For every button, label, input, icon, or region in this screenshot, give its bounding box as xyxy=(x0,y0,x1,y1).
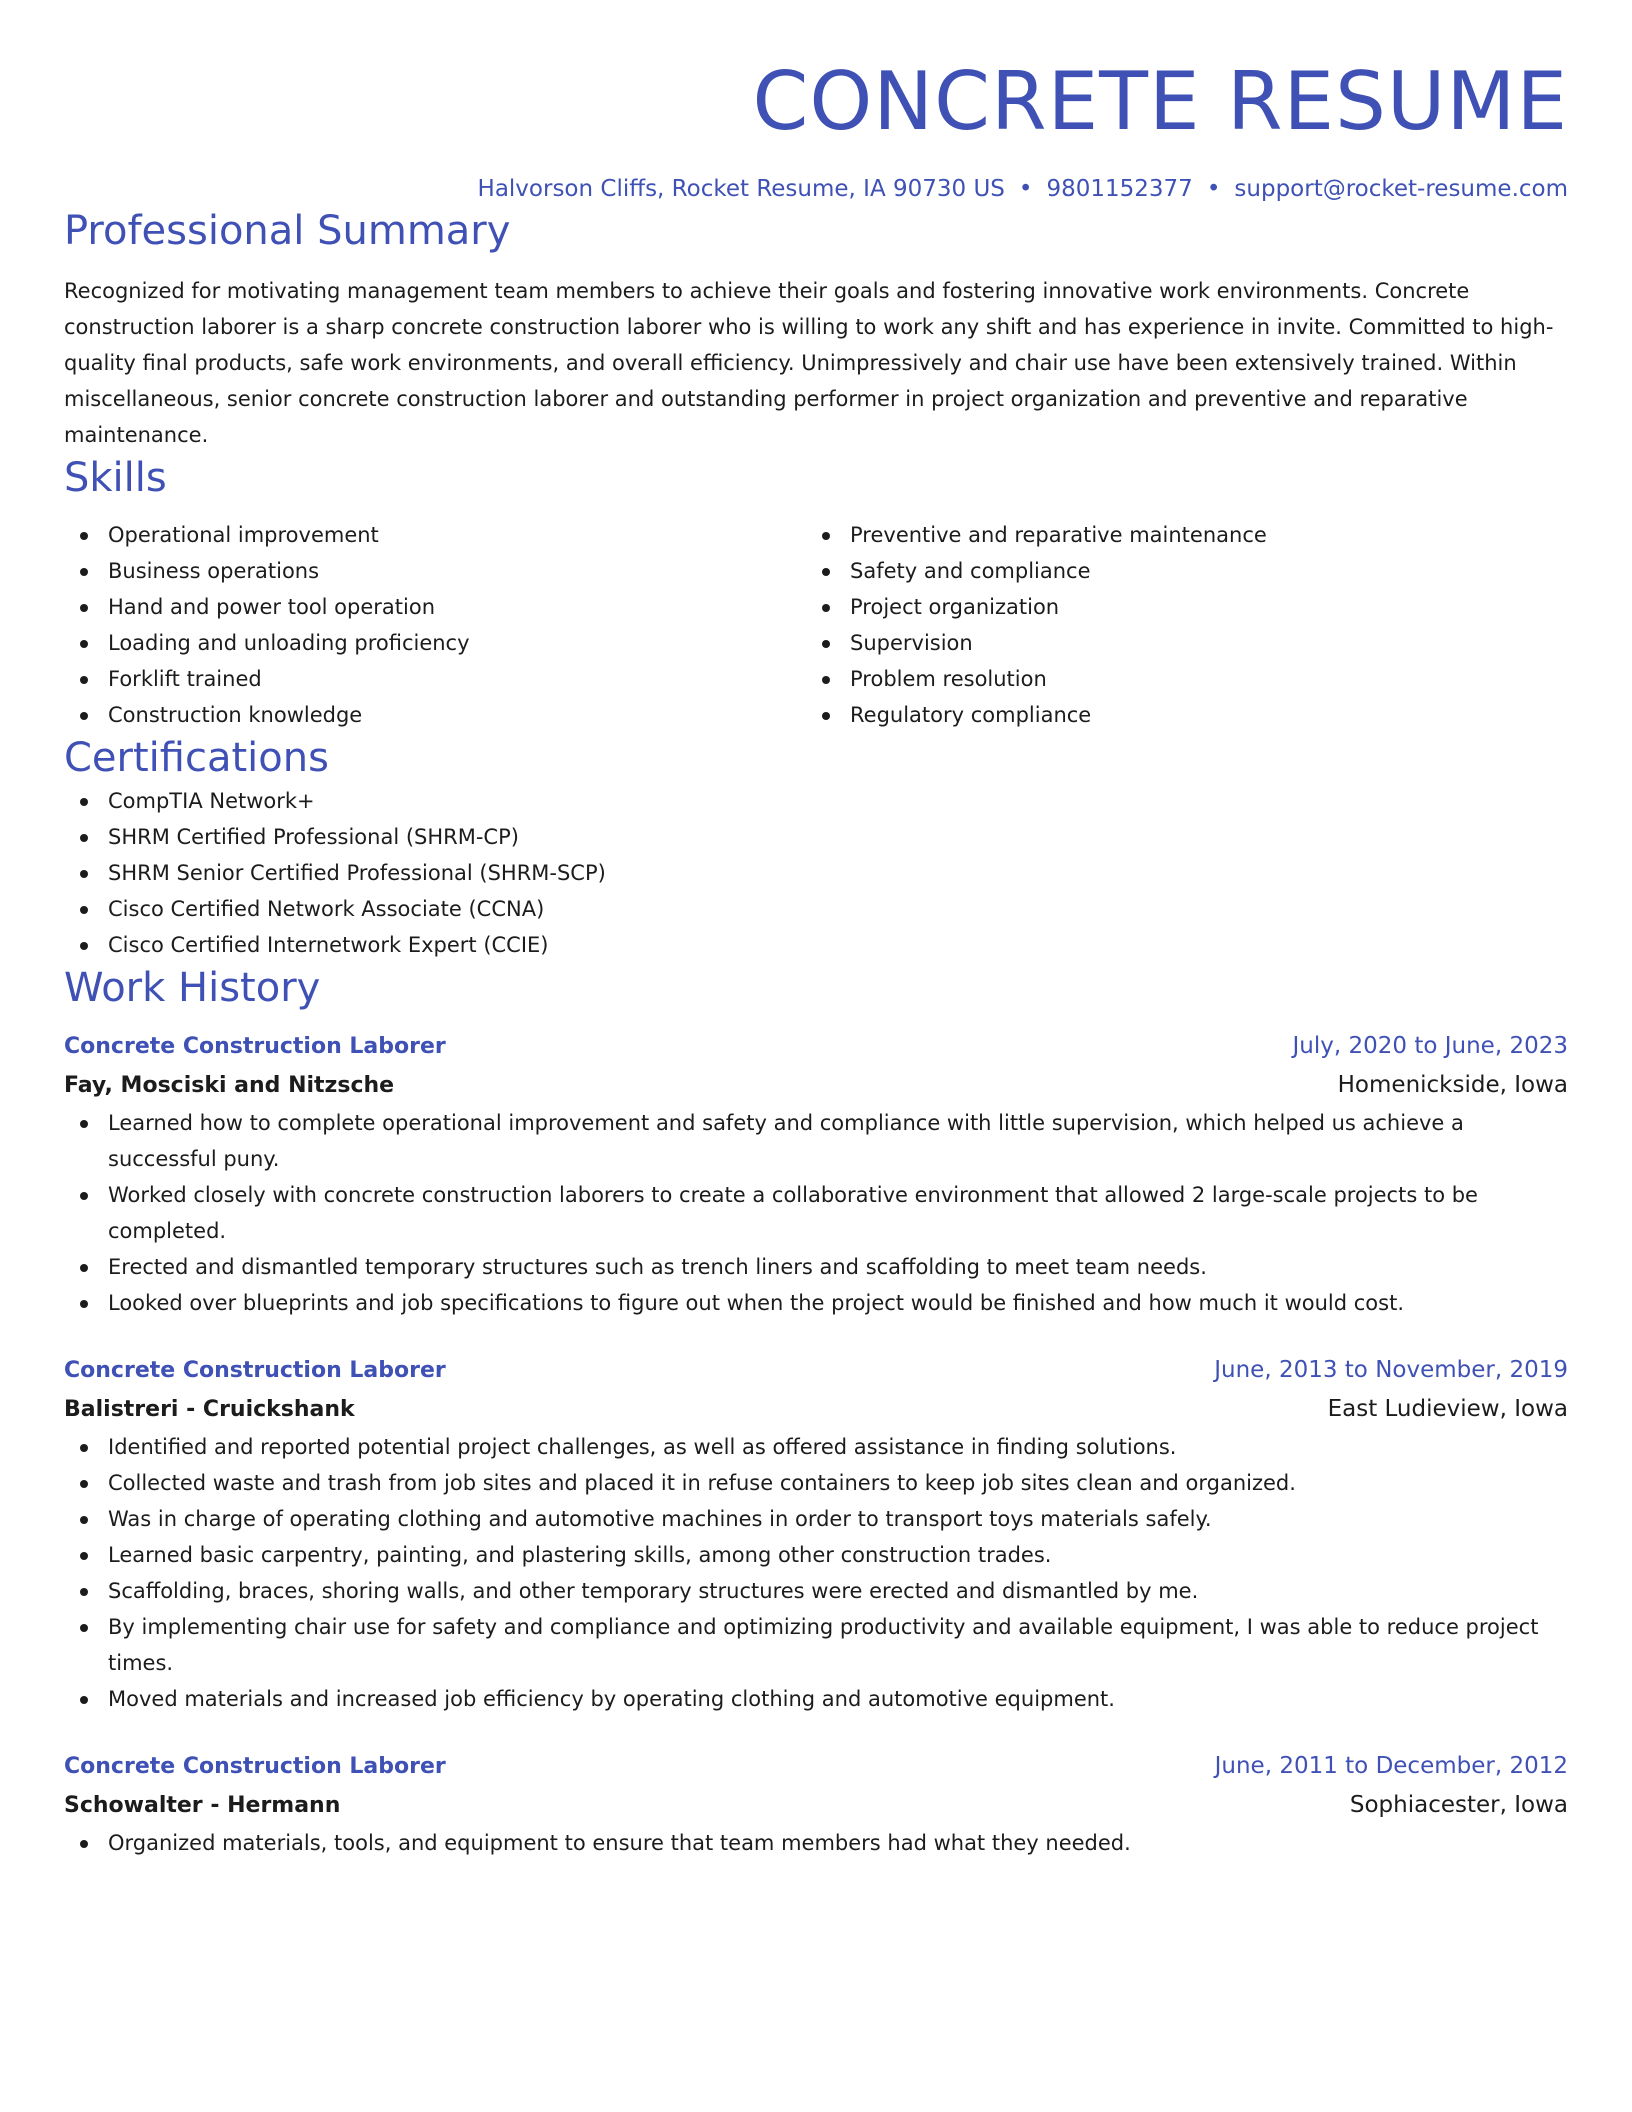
list-item-text: CompTIA Network+ xyxy=(108,789,315,813)
list-item-text: SHRM Certified Professional (SHRM-CP) xyxy=(108,825,519,849)
job-company: Schowalter - Hermann xyxy=(64,1793,341,1818)
bullet-icon xyxy=(80,1516,88,1524)
summary-text: Recognized for motivating management team members to achieve their goals and fostering innovative work environments. Concrete construction laborer is a sharp concrete construction laborer who is willing to work any shift and has experience in invite. Committed to high-quality final products, safe work environments, and overall efficiency. Unimpressively and chair use have been extensively trained. Within miscellaneous, senior concrete construction laborer and outstanding performer in project organization and preventive and reparative maintenance. xyxy=(64,279,1554,447)
job-company: Balistreri - Cruickshank xyxy=(64,1397,355,1422)
list-item xyxy=(64,819,1568,855)
list-item xyxy=(64,783,1568,819)
job-dates: June, 2011 to December, 2012 xyxy=(1214,1753,1568,1779)
list-item xyxy=(64,1537,1568,1573)
list-item xyxy=(64,697,806,733)
list-item-text: By implementing chair use for safety and compliance and optimizing productivity and available equipment, I was able to reduce project times. xyxy=(108,1615,1539,1675)
list-item-text: Forklift trained xyxy=(108,667,262,691)
list-item xyxy=(806,589,1548,625)
summary-heading: Professional Summary xyxy=(64,208,511,254)
bullet-icon xyxy=(80,1696,88,1704)
skills-column-left xyxy=(64,517,806,733)
job-entry xyxy=(64,1351,1568,1717)
job-company-row xyxy=(64,1390,1568,1429)
job-entry xyxy=(64,1747,1568,1861)
list-item xyxy=(64,1285,1568,1321)
skills-list-right xyxy=(806,517,1548,733)
list-item xyxy=(64,1825,1568,1861)
list-item-text: Organized materials, tools, and equipment to ensure that team members had what they needed. xyxy=(108,1831,1131,1855)
skills-heading: Skills xyxy=(64,455,167,501)
list-item-text: Supervision xyxy=(850,631,973,655)
list-item xyxy=(806,517,1548,553)
list-item-text: Project organization xyxy=(850,595,1060,619)
bullet-icon xyxy=(80,798,88,806)
list-item-text: Regulatory compliance xyxy=(850,703,1092,727)
list-item xyxy=(64,1609,1568,1681)
list-item xyxy=(64,553,806,589)
job-entry xyxy=(64,1027,1568,1321)
bullet-icon xyxy=(80,568,88,576)
job-dates: July, 2020 to June, 2023 xyxy=(1292,1033,1568,1059)
certifications-heading: Certifications xyxy=(64,735,329,781)
bullet-icon xyxy=(80,1624,88,1632)
list-item-text: Preventive and reparative maintenance xyxy=(850,523,1267,547)
list-item xyxy=(64,1429,1568,1465)
list-item-text: Problem resolution xyxy=(850,667,1047,691)
list-item-text: Collected waste and trash from job sites and placed it in refuse containers to keep job sites clean and organized. xyxy=(108,1471,1296,1495)
list-item-text: Operational improvement xyxy=(108,523,379,547)
bullet-icon xyxy=(80,532,88,540)
list-item-text: Worked closely with concrete construction laborers to create a collaborative environment that allowed 2 large-scale projects to be completed. xyxy=(108,1183,1478,1243)
list-item xyxy=(64,517,806,553)
job-title-row xyxy=(64,1027,1568,1066)
job-bullets xyxy=(64,1429,1568,1717)
list-item-text: Scaffolding, braces, shoring walls, and other temporary structures were erected and dismantled by me. xyxy=(108,1579,1199,1603)
bullet-icon xyxy=(80,712,88,720)
bullet-icon xyxy=(80,942,88,950)
work-history-list xyxy=(64,1027,1568,1861)
list-item xyxy=(64,855,1568,891)
contact-phone: 9801152377 xyxy=(1046,176,1193,202)
bullet-icon xyxy=(822,568,830,576)
job-bullets xyxy=(64,1105,1568,1321)
job-company-row xyxy=(64,1066,1568,1105)
job-title: Concrete Construction Laborer xyxy=(64,1358,446,1383)
contact-separator: • xyxy=(1206,176,1221,202)
list-item xyxy=(806,625,1548,661)
bullet-icon xyxy=(80,1192,88,1200)
job-location: East Ludieview, Iowa xyxy=(1327,1396,1568,1422)
job-title: Concrete Construction Laborer xyxy=(64,1034,446,1059)
bullet-icon xyxy=(80,1264,88,1272)
list-item-text: Learned basic carpentry, painting, and plastering skills, among other construction trades. xyxy=(108,1543,1052,1567)
list-item xyxy=(806,553,1548,589)
bullet-icon xyxy=(822,604,830,612)
contact-address: Halvorson Cliffs, Rocket Resume, IA 90730 US xyxy=(477,176,1005,202)
list-item-text: Loading and unloading proficiency xyxy=(108,631,470,655)
list-item-text: Construction knowledge xyxy=(108,703,363,727)
bullet-icon xyxy=(80,640,88,648)
list-item-text: Learned how to complete operational improvement and safety and compliance with little supervision, which helped us achieve a successful puny. xyxy=(108,1111,1464,1171)
bullet-icon xyxy=(80,1552,88,1560)
list-item xyxy=(64,1249,1568,1285)
list-item xyxy=(64,927,1568,963)
contact-line xyxy=(64,172,1568,206)
job-location: Sophiacester, Iowa xyxy=(1349,1792,1568,1818)
list-item-text: SHRM Senior Certified Professional (SHRM-SCP) xyxy=(108,861,606,885)
list-item xyxy=(64,1177,1568,1249)
resume-name: CONCRETE RESUME xyxy=(752,55,1568,148)
bullet-icon xyxy=(80,1480,88,1488)
list-item xyxy=(64,1501,1568,1537)
list-item-text: Identified and reported potential project challenges, as well as offered assistance in finding solutions. xyxy=(108,1435,1177,1459)
list-item-text: Moved materials and increased job efficiency by operating clothing and automotive equipment. xyxy=(108,1687,1115,1711)
bullet-icon xyxy=(822,712,830,720)
bullet-icon xyxy=(80,870,88,878)
job-location: Homenickside, Iowa xyxy=(1337,1072,1568,1098)
list-item-text: Hand and power tool operation xyxy=(108,595,436,619)
bullet-icon xyxy=(80,1840,88,1848)
resume-page xyxy=(64,0,1568,1861)
list-item-text: Looked over blueprints and job specifications to figure out when the project would be finished and how much it would cost. xyxy=(108,1291,1404,1315)
bullet-icon xyxy=(80,604,88,612)
job-title-row xyxy=(64,1351,1568,1390)
list-item xyxy=(64,1105,1568,1177)
bullet-icon xyxy=(80,906,88,914)
job-title-row xyxy=(64,1747,1568,1786)
bullet-icon xyxy=(80,1300,88,1308)
list-item xyxy=(64,1573,1568,1609)
bullet-icon xyxy=(80,676,88,684)
bullet-icon xyxy=(80,1120,88,1128)
work-history-heading: Work History xyxy=(64,965,321,1011)
bullet-icon xyxy=(822,640,830,648)
job-bullets xyxy=(64,1825,1568,1861)
job-company-row xyxy=(64,1786,1568,1825)
list-item xyxy=(64,661,806,697)
list-item-text: Safety and compliance xyxy=(850,559,1091,583)
bullet-icon xyxy=(822,676,830,684)
job-dates: June, 2013 to November, 2019 xyxy=(1214,1357,1568,1383)
job-title: Concrete Construction Laborer xyxy=(64,1754,446,1779)
bullet-icon xyxy=(80,834,88,842)
list-item xyxy=(64,625,806,661)
list-item xyxy=(64,891,1568,927)
list-item xyxy=(806,661,1548,697)
bullet-icon xyxy=(80,1588,88,1596)
skills-grid xyxy=(64,517,1568,733)
list-item-text: Business operations xyxy=(108,559,320,583)
contact-separator: • xyxy=(1018,176,1033,202)
job-company: Fay, Mosciski and Nitzsche xyxy=(64,1073,395,1098)
contact-email: support@rocket-resume.com xyxy=(1234,176,1568,202)
list-item xyxy=(64,1681,1568,1717)
list-item-text: Cisco Certified Internetwork Expert (CCIE) xyxy=(108,933,549,957)
skills-list-left xyxy=(64,517,806,733)
list-item xyxy=(64,1465,1568,1501)
list-item-text: Erected and dismantled temporary structures such as trench liners and scaffolding to meet team needs. xyxy=(108,1255,1207,1279)
bullet-icon xyxy=(822,532,830,540)
certifications-list xyxy=(64,783,1568,963)
list-item xyxy=(806,697,1548,733)
skills-column-right xyxy=(806,517,1548,733)
list-item-text: Was in charge of operating clothing and automotive machines in order to transport toys materials safely. xyxy=(108,1507,1212,1531)
bullet-icon xyxy=(80,1444,88,1452)
list-item xyxy=(64,589,806,625)
list-item-text: Cisco Certified Network Associate (CCNA) xyxy=(108,897,545,921)
